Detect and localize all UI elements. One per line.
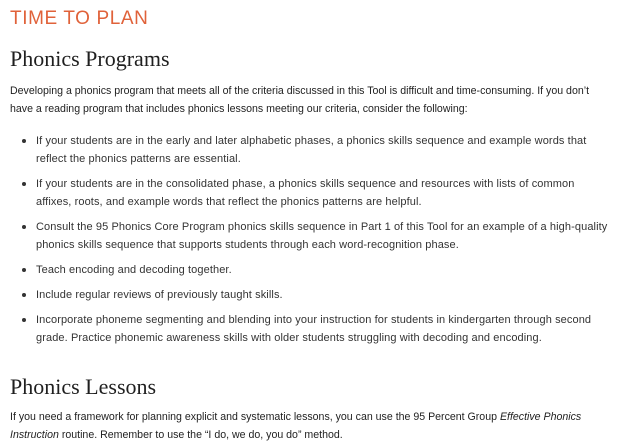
bullet-icon (22, 225, 26, 229)
lessons-text-before: If you need a framework for planning explicit and systematic lessons, you can use the 95 Percent Group (10, 411, 500, 423)
lessons-paragraph (10, 408, 606, 444)
section-eyebrow: TIME TO PLAN (10, 8, 149, 29)
list-item (10, 175, 610, 211)
recommendations-list (10, 132, 610, 354)
bullet-icon (22, 182, 26, 186)
list-item (10, 311, 610, 347)
list-item (10, 286, 610, 304)
bullet-icon (22, 139, 26, 143)
list-item (10, 132, 610, 168)
routine-name: Effective Phonics Instruction (10, 411, 582, 441)
phonics-lessons-heading: Phonics Lessons (10, 374, 157, 399)
list-item-text: Teach encoding and decoding together. (36, 264, 232, 276)
programs-intro-paragraph: Developing a phonics program that meets all of the criteria discussed in this Tool is difficult and time-consuming. If you don’t have a reading program that includes phonics lessons meeting our criteria, consider the following: (10, 85, 590, 115)
bullet-icon (22, 268, 26, 272)
list-item-text: Include regular reviews of previously taught skills. (36, 289, 283, 301)
list-item (10, 261, 610, 279)
bullet-icon (22, 293, 26, 297)
list-item-text: If your students are in the consolidated phase, a phonics skills sequence and resources with lists of common affixes, roots, and example words that reflect the phonics patterns are helpful. (36, 178, 575, 208)
lessons-text-after: routine. Remember to use the “I do, we do, you do” method. (58, 429, 343, 441)
bullet-icon (22, 318, 26, 322)
phonics-programs-heading: Phonics Programs (10, 46, 170, 71)
list-item-text: If your students are in the early and later alphabetic phases, a phonics skills sequence and example words that reflect the phonics patterns are essential. (36, 135, 587, 165)
list-item-text: Consult the 95 Phonics Core Program phonics skills sequence in Part 1 of this Tool for an example of a high-quality phonics skills sequence that supports students through each word-recognition phase. (36, 221, 608, 251)
list-item (10, 218, 610, 254)
list-item-text: Incorporate phoneme segmenting and blending into your instruction for students in kindergarten through second grade. Practice phonemic awareness skills with older students struggling with decoding and encoding. (36, 314, 592, 344)
